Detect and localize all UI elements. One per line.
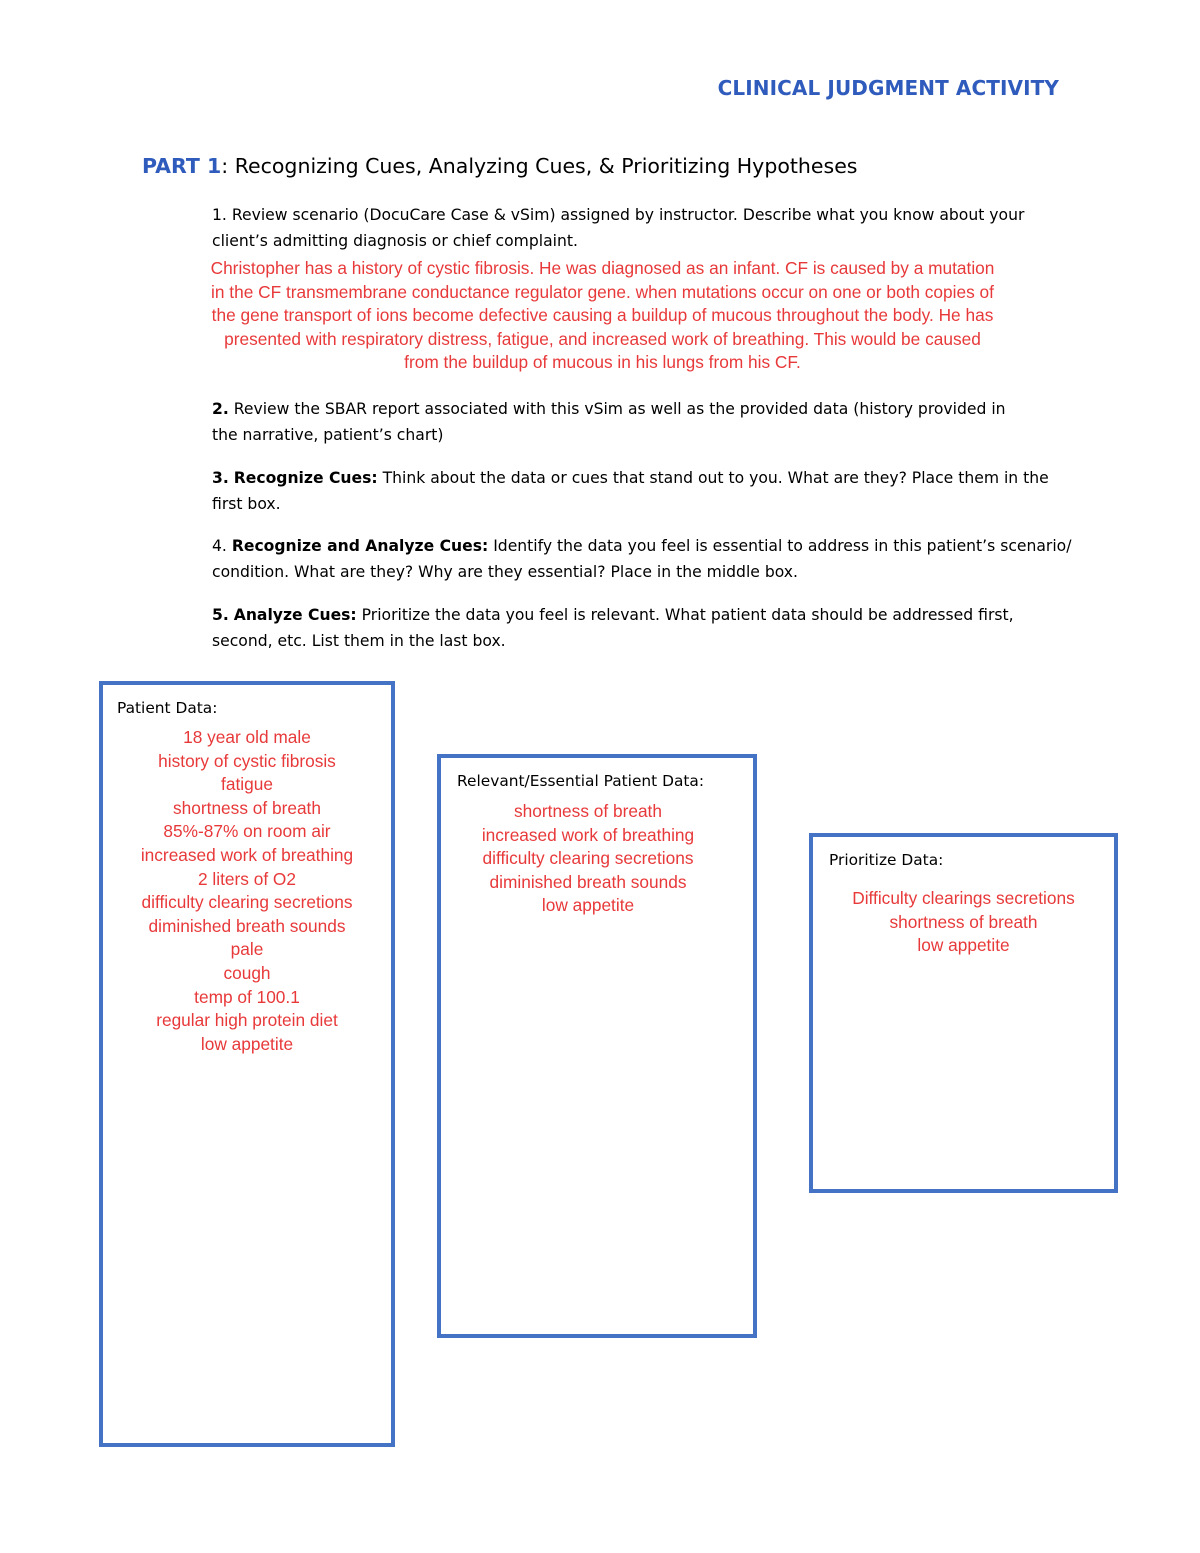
question-4	[212, 533, 1072, 585]
list-item: shortness of breath	[889, 911, 1038, 932]
part-1-heading	[142, 154, 858, 178]
question-5	[212, 602, 1062, 654]
question-number: 2.	[212, 400, 229, 418]
list-item: fatigue	[221, 774, 273, 795]
relevant-data-label: Relevant/Essential Patient Data:	[457, 772, 705, 790]
list-item: 2 liters of O2	[198, 868, 296, 889]
relevant-data-list	[423, 800, 753, 918]
list-item: regular high protein diet	[156, 1010, 338, 1031]
part-1-title: : Recognizing Cues, Analyzing Cues, & Prioritizing Hypotheses	[221, 154, 858, 178]
question-number: 5.	[212, 606, 229, 624]
question-number: 3.	[212, 469, 229, 487]
list-item: 18 year old male	[183, 727, 311, 747]
patient-data-list	[103, 726, 391, 1056]
question-text: Review scenario (DocuCare Case & vSim) assigned by instructor. Describe what you know about your client’s admitting diagnosis or chief complaint.	[212, 206, 1025, 250]
question-bold-label: Recognize and Analyze Cues:	[231, 537, 489, 555]
relevant-data-box	[437, 754, 757, 1338]
question-1-answer	[135, 257, 1070, 375]
list-item: shortness of breath	[173, 797, 321, 818]
list-item: increased work of breathing	[140, 844, 354, 865]
answer-line: in the CF transmembrane conductance regulator gene. when mutations occur on one or both copies of	[211, 281, 994, 302]
document-title: CLINICAL JUDGMENT ACTIVITY	[717, 76, 1059, 100]
prioritize-data-box	[809, 833, 1118, 1193]
list-item: shortness of breath	[514, 801, 662, 821]
list-item: 85%-87% on room air	[163, 821, 331, 842]
list-item: Difficulty clearings secretions	[852, 888, 1075, 908]
list-item: pale	[230, 939, 264, 960]
list-item: difficulty clearing secretions	[141, 892, 353, 913]
question-bold-label: Recognize Cues:	[233, 469, 378, 487]
list-item: difficulty clearing secretions	[482, 848, 694, 869]
question-text: Identify the data you feel is essential to address in this patient’s scenario/ condition. What are they? Why are they essential? Place in the middle box.	[212, 537, 1072, 581]
list-item: cough	[223, 962, 271, 983]
list-item: diminished breath sounds	[489, 871, 687, 892]
list-item: diminished breath sounds	[148, 915, 346, 936]
question-text: Think about the data or cues that stand out to you. What are they? Place them in the first box.	[212, 469, 1049, 513]
list-item: low appetite	[541, 895, 635, 916]
part-1-label: PART 1	[142, 154, 222, 178]
answer-line: the gene transport of ions become defective causing a buildup of mucous throughout the body. He has	[211, 305, 994, 326]
prioritize-data-label: Prioritize Data:	[829, 851, 944, 869]
question-3	[212, 465, 1052, 517]
question-number: 1.	[212, 206, 227, 224]
list-item: history of cystic fibrosis	[158, 750, 336, 771]
answer-line: from the buildup of mucous in his lungs from his CF.	[404, 352, 801, 373]
list-item: low appetite	[200, 1033, 294, 1054]
question-text: Review the SBAR report associated with this vSim as well as the provided data (history provided in the narrative, patient’s chart)	[212, 400, 1006, 444]
question-bold-label: Analyze Cues:	[233, 606, 357, 624]
patient-data-box	[99, 681, 395, 1447]
question-2	[212, 396, 1012, 448]
prioritize-data-list	[813, 887, 1114, 958]
question-text: Prioritize the data you feel is relevant. What patient data should be addressed first, second, etc. List them in the last box.	[212, 606, 1014, 650]
list-item: increased work of breathing	[481, 824, 695, 845]
question-number: 4.	[212, 537, 227, 555]
patient-data-label: Patient Data:	[117, 699, 218, 717]
question-1	[212, 202, 1042, 254]
answer-line: Christopher has a history of cystic fibrosis. He was diagnosed as an infant. CF is caused by a mutation	[210, 258, 995, 278]
list-item: temp of 100.1	[194, 986, 300, 1007]
answer-line: presented with respiratory distress, fatigue, and increased work of breathing. This would be caused	[224, 328, 981, 349]
list-item: low appetite	[917, 935, 1010, 956]
